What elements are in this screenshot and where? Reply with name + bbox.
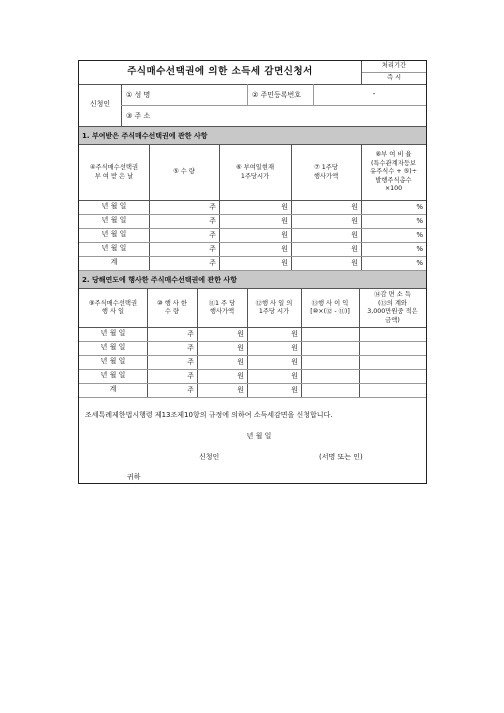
section2-header-cell: ⑫행 사 일 의 1주당 시가 [255,299,293,315]
date-line: 년 월 일 [246,432,272,441]
section2-row-cell [359,341,426,355]
form-title: 주식매수선택권에 의한 소득세 감면신청서 [127,66,313,78]
section1-header-cell: ⑧부 여 비 율 (특수관계자등보 유주식수 + ⑤)÷ 발행주식총수 ×100 [370,151,417,193]
section2-header-cell: ⑪1 주 당 행사가액 [208,299,236,315]
section1-row-cell: 년 월 일 [101,216,127,225]
section1-row-cell: 주 [209,231,216,239]
section1-row-cell: 년 월 일 [101,202,127,211]
section1-row-cell: 원 [351,203,358,211]
section1-row-cell: % [416,203,423,211]
processing-period-value: 즉 시 [386,73,402,81]
section1-row-cell: 주 [209,203,216,211]
section2-row-cell [359,369,426,383]
section2-row-cell: 원 [237,372,244,380]
signature-note: (서명 또는 인) [319,453,363,461]
section1-row-cell: 원 [281,217,288,225]
section2-row-cell [301,341,359,355]
section2-row-cell [301,369,359,383]
processing-period-label: 처리기간 [381,62,407,70]
section1-row-cell: 년 월 일 [101,230,127,239]
section1-row-cell: % [416,231,423,239]
section1-row-cell: 원 [351,217,358,225]
section2-row-cell: 원 [291,372,298,380]
section1-row-cell: % [416,217,423,225]
section2-row-cell [301,355,359,369]
section2-row-cell: 원 [291,386,298,394]
address-field-label: ③ 주 소 [126,111,151,120]
applicant-label: 신청인 [89,100,111,109]
section2-header-cell: ⑩ 행 사 한 수 량 [157,299,187,315]
section2-row-cell: 년 월 일 [100,343,126,352]
section1-header-cell: ④주식매수선택권 부 여 받 은 날 [89,164,139,180]
section2-row-cell: 주 [187,358,194,366]
section1-title: 1. 부여받은 주식매수선택권에 관한 사항 [79,127,426,144]
signer-label: 신청인 [199,453,220,461]
section1-row-cell: 원 [281,259,288,267]
section1-header-cell: ⑥ 부여일현재 1주당시가 [235,164,275,180]
section2-row-cell: 원 [237,330,244,338]
section1-row-cell: 주 [209,245,216,253]
resident-number-dash: - [372,89,376,98]
section2-row-cell: 주 [187,344,194,352]
section2-row-cell: 원 [237,386,244,394]
section2-row-cell [359,327,426,341]
section1-header-cell: ⑦ 1주당 행사가액 [313,164,339,180]
section1-row-cell: % [416,245,423,253]
section1-row-cell: 년 월 일 [101,244,127,253]
section2-row-cell [359,355,426,369]
section2-row-cell: 년 월 일 [100,371,126,380]
section1-row-cell: 원 [351,231,358,239]
section2-header-cell: ⑬행 사 이 익 [⑩×(⑫ - ⑪)] [310,299,350,315]
section1-row-cell: 원 [351,259,358,267]
section2-row-cell: 원 [237,344,244,352]
section2-row-cell: 년 월 일 [100,357,126,366]
section1-row-cell: 원 [281,231,288,239]
section2-row-cell [301,327,359,341]
section2-row-cell: 주 [187,330,194,338]
section2-row-cell: 원 [291,358,298,366]
section2-row-cell: 원 [291,344,298,352]
section2-row-cell [301,383,359,397]
section1-row-cell: 계 [110,258,118,267]
section2-row-cell: 원 [237,358,244,366]
declaration-text: 조세특례제한법시행령 제13조제10항의 규정에 의하여 소득세감면을 신청합니다. [85,411,333,419]
addressee-label: 귀하 [127,473,141,481]
section1-header-cell: ⑤ 수 량 [173,168,195,176]
section1-row-cell: 원 [281,203,288,211]
section2-row-cell: 계 [109,385,117,394]
section2-header-cell: ⑨주식매수선택권 행 사 일 [88,299,138,315]
section2-title: 2. 당해연도에 행사한 주식매수선택권에 관한 사항 [79,271,426,288]
section2-row-cell [359,383,426,397]
name-field-label: ① 성 명 [126,90,151,99]
section2-row-cell: 원 [291,330,298,338]
section1-row-cell: % [416,259,423,267]
section2-row-cell: 주 [187,372,194,380]
section1-row-cell: 원 [351,245,358,253]
section1-row-cell: 원 [281,245,288,253]
section2-row-cell: 주 [187,386,194,394]
section1-row-cell: 주 [209,259,216,267]
section1-row-cell: 주 [209,217,216,225]
section2-header-cell: ⑭감 면 소 득 (⑬의 계와 3,000만원중 적은 금액) [367,291,418,324]
section2-row-cell: 년 월 일 [100,329,126,338]
tax-reduction-application-form [78,60,427,484]
resident-number-label: ② 주민등록번호 [252,90,302,99]
